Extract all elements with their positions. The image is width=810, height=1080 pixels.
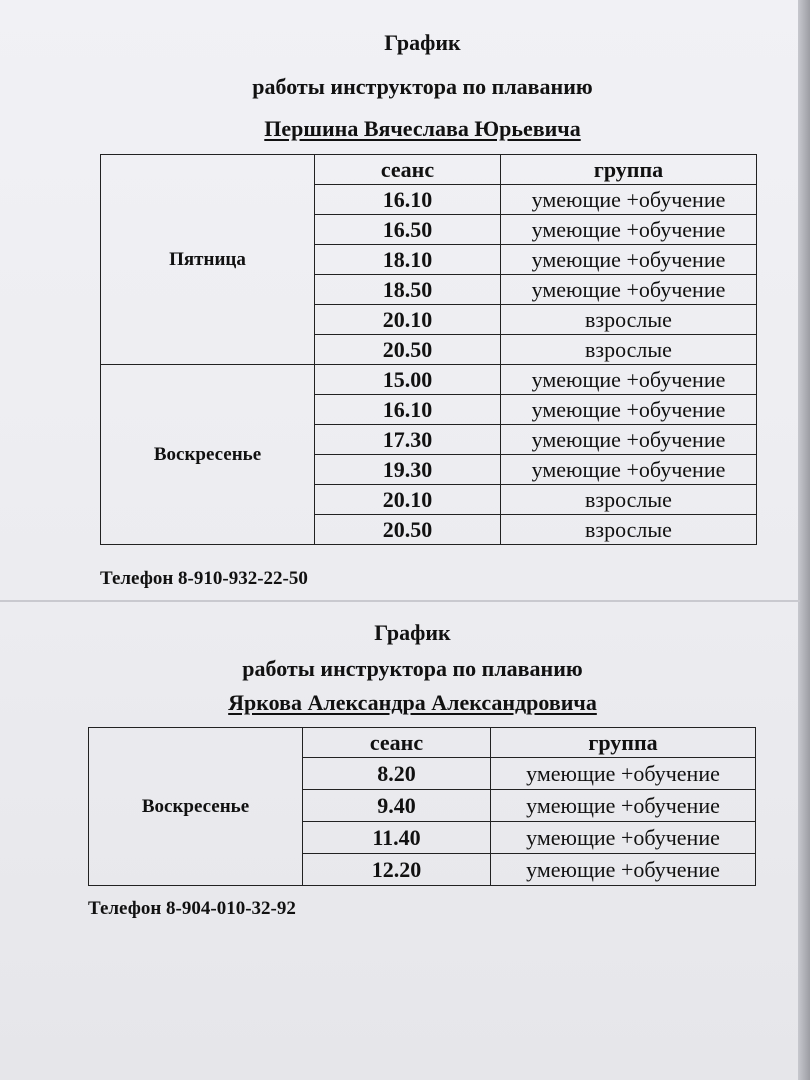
- group-name: умеющие +обучение: [491, 854, 756, 886]
- session-time: 20.50: [315, 335, 501, 365]
- schedule2-table: [88, 727, 756, 886]
- table-header-row: [101, 155, 757, 185]
- session-time: 16.50: [315, 215, 501, 245]
- session-time: 12.20: [303, 854, 491, 886]
- day-cell: Пятница: [101, 155, 315, 365]
- session-header: сеанс: [315, 155, 501, 185]
- session-time: 16.10: [315, 185, 501, 215]
- session-time: 20.10: [315, 485, 501, 515]
- group-name: умеющие +обучение: [491, 758, 756, 790]
- schedule2-subtitle: работы инструктора по плаванию: [242, 656, 583, 681]
- session-time: 18.50: [315, 275, 501, 305]
- group-name: взрослые: [501, 515, 757, 545]
- session-header: сеанс: [303, 728, 491, 758]
- group-name: умеющие +обучение: [501, 425, 757, 455]
- table-header-row: [89, 728, 756, 758]
- session-time: 20.10: [315, 305, 501, 335]
- session-time: 11.40: [303, 822, 491, 854]
- session-time: 19.30: [315, 455, 501, 485]
- schedule1-phone: Телефон 8-910-932-22-50: [100, 568, 308, 589]
- schedule1-table: [100, 154, 757, 545]
- schedule1-instructor-name: Першина Вячеслава Юрьевича: [264, 116, 581, 141]
- session-time: 17.30: [315, 425, 501, 455]
- group-header: группа: [501, 155, 757, 185]
- group-name: умеющие +обучение: [501, 185, 757, 215]
- group-name: умеющие +обучение: [501, 365, 757, 395]
- group-name: умеющие +обучение: [501, 245, 757, 275]
- group-name: взрослые: [501, 305, 757, 335]
- schedule1-subtitle: работы инструктора по плаванию: [252, 74, 593, 99]
- schedule2-instructor-name: Яркова Александра Александровича: [228, 690, 597, 715]
- session-time: 15.00: [315, 365, 501, 395]
- group-name: умеющие +обучение: [501, 395, 757, 425]
- group-name: взрослые: [501, 335, 757, 365]
- session-time: 20.50: [315, 515, 501, 545]
- day-cell: Воскресенье: [89, 728, 303, 886]
- group-name: умеющие +обучение: [501, 455, 757, 485]
- schedule2-title: График: [374, 620, 451, 645]
- page-divider: [0, 600, 800, 602]
- session-time: 18.10: [315, 245, 501, 275]
- schedule2-phone: Телефон 8-904-010-32-92: [88, 898, 296, 919]
- schedule1-title: График: [384, 30, 461, 55]
- table-row: [101, 365, 757, 395]
- session-time: 8.20: [303, 758, 491, 790]
- paper-edge: [798, 0, 810, 1080]
- session-time: 16.10: [315, 395, 501, 425]
- group-header: группа: [491, 728, 756, 758]
- session-time: 9.40: [303, 790, 491, 822]
- group-name: умеющие +обучение: [491, 790, 756, 822]
- group-name: умеющие +обучение: [501, 275, 757, 305]
- group-name: умеющие +обучение: [491, 822, 756, 854]
- group-name: умеющие +обучение: [501, 215, 757, 245]
- day-cell: Воскресенье: [101, 365, 315, 545]
- group-name: взрослые: [501, 485, 757, 515]
